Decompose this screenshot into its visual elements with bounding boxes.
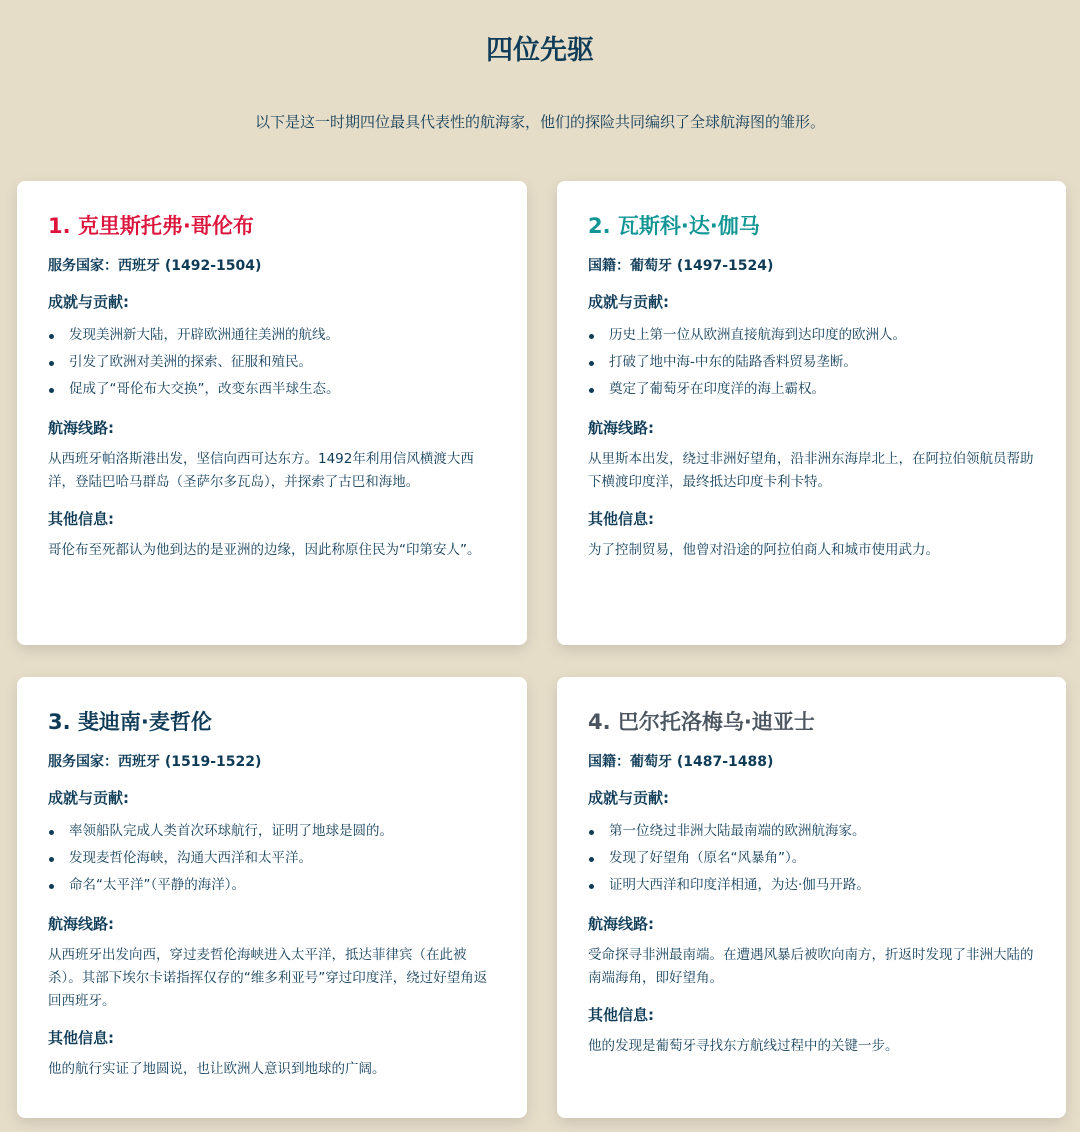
route-text: 从里斯本出发，绕过非洲好望角，沿非洲东海岸北上，在阿拉伯领航员帮助下横渡印度洋，最终抵达印度卡利卡特。 — [588, 451, 1034, 490]
intro-text: 以下是这一时期四位最具代表性的航海家，他们的探险共同编织了全球航海图的雏形。 — [254, 113, 825, 131]
other-text: 哥伦布至死都认为他到达的是亚洲的边缘，因此称原住民为“印第安人”。 — [48, 542, 481, 558]
explorer-name: 1. 克里斯托弗·哥伦布 — [48, 214, 254, 238]
list-item: 发现了好望角（原名“风暴角”）。 — [588, 845, 1035, 872]
list-item: 引发了欧洲对美洲的探索、征服和殖民。 — [48, 349, 496, 376]
page-title: 四位先驱 — [486, 35, 594, 66]
explorer-name: 3. 斐迪南·麦哲伦 — [48, 710, 212, 734]
route-heading: 航海线路: — [48, 915, 114, 933]
list-item: 奠定了葡萄牙在印度洋的海上霸权。 — [588, 376, 1035, 403]
route-text: 从西班牙出发向西，穿过麦哲伦海峡进入太平洋，抵达菲律宾（在此被杀）。其部下埃尔卡诺指挥仅存的“维多利亚号”穿过印度洋，绕过好望角返回西班牙。 — [48, 947, 488, 1009]
explorer-meta: 国籍：葡萄牙 (1487-1488) — [588, 754, 774, 770]
route-heading: 航海线路: — [588, 419, 654, 437]
list-item: 证明大西洋和印度洋相通，为达·伽马开路。 — [588, 872, 1035, 899]
list-item: 历史上第一位从欧洲直接航海到达印度的欧洲人。 — [588, 322, 1035, 349]
achievements-list — [48, 818, 496, 899]
list-item: 打破了地中海-中东的陆路香料贸易垄断。 — [588, 349, 1035, 376]
other-heading: 其他信息: — [48, 510, 114, 528]
explorer-card — [17, 181, 527, 645]
achievements-heading: 成就与贡献: — [588, 293, 669, 311]
explorer-card — [557, 181, 1066, 645]
explorer-card — [17, 677, 527, 1118]
achievements-heading: 成就与贡献: — [588, 789, 669, 807]
achievements-heading: 成就与贡献: — [48, 789, 129, 807]
other-heading: 其他信息: — [588, 1006, 654, 1024]
list-item: 第一位绕过非洲大陆最南端的欧洲航海家。 — [588, 818, 1035, 845]
other-heading: 其他信息: — [48, 1029, 114, 1047]
explorer-meta: 服务国家：西班牙 (1519-1522) — [48, 754, 262, 770]
route-heading: 航海线路: — [588, 915, 654, 933]
other-text: 为了控制贸易，他曾对沿途的阿拉伯商人和城市使用武力。 — [588, 542, 939, 558]
list-item: 命名“太平洋”（平静的海洋）。 — [48, 872, 496, 899]
explorer-meta: 国籍：葡萄牙 (1497-1524) — [588, 258, 774, 274]
explorer-name: 2. 瓦斯科·达·伽马 — [588, 214, 760, 238]
list-item: 发现麦哲伦海峡，沟通大西洋和太平洋。 — [48, 845, 496, 872]
achievements-list — [48, 322, 496, 403]
list-item: 率领船队完成人类首次环球航行，证明了地球是圆的。 — [48, 818, 496, 845]
achievements-list — [588, 818, 1035, 899]
achievements-list — [588, 322, 1035, 403]
other-text: 他的发现是葡萄牙寻找东方航线过程中的关键一步。 — [588, 1038, 899, 1054]
explorer-name: 4. 巴尔托洛梅乌·迪亚士 — [588, 710, 815, 734]
achievements-heading: 成就与贡献: — [48, 293, 129, 311]
other-text: 他的航行实证了地圆说，也让欧洲人意识到地球的广阔。 — [48, 1061, 386, 1077]
list-item: 发现美洲新大陆，开辟欧洲通往美洲的航线。 — [48, 322, 496, 349]
route-text: 从西班牙帕洛斯港出发，坚信向西可达东方。1492年利用信风横渡大西洋，登陆巴哈马群岛（圣萨尔多瓦岛），并探索了古巴和海地。 — [48, 451, 474, 490]
explorer-card — [557, 677, 1066, 1118]
list-item: 促成了“哥伦布大交换”，改变东西半球生态。 — [48, 376, 496, 403]
route-text: 受命探寻非洲最南端。在遭遇风暴后被吹向南方，折返时发现了非洲大陆的南端海角，即好望角。 — [588, 947, 1034, 986]
route-heading: 航海线路: — [48, 419, 114, 437]
other-heading: 其他信息: — [588, 510, 654, 528]
explorer-meta: 服务国家：西班牙 (1492-1504) — [48, 258, 262, 274]
